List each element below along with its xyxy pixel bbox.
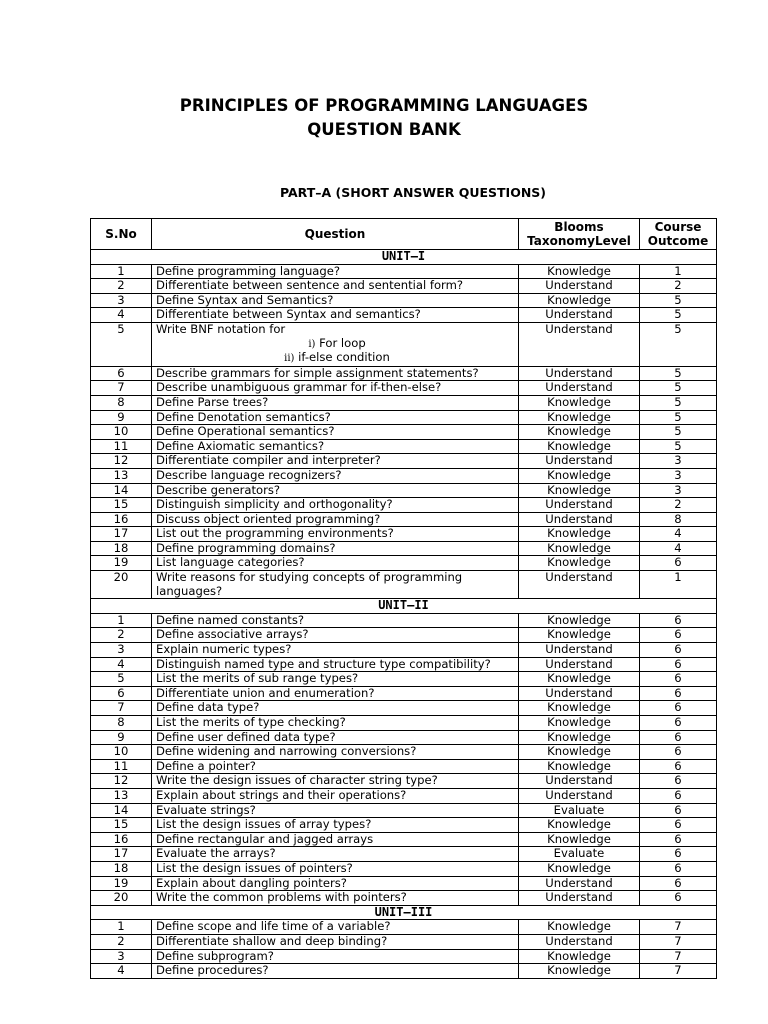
course-outcome: 5 bbox=[640, 425, 717, 440]
question-number: 17 bbox=[91, 527, 152, 542]
question-number: 2 bbox=[91, 628, 152, 643]
question-text: Define a pointer? bbox=[152, 759, 519, 774]
blooms-level: Knowledge bbox=[519, 541, 640, 556]
question-number: 6 bbox=[91, 366, 152, 381]
blooms-level: Understand bbox=[519, 643, 640, 658]
blooms-level: Understand bbox=[519, 788, 640, 803]
blooms-level: Understand bbox=[519, 366, 640, 381]
question-number: 14 bbox=[91, 803, 152, 818]
header-course-outcome bbox=[640, 219, 717, 250]
table-row bbox=[91, 774, 717, 789]
blooms-level: Understand bbox=[519, 322, 640, 366]
course-outcome: 5 bbox=[640, 439, 717, 454]
question-number: 11 bbox=[91, 759, 152, 774]
question-number: 19 bbox=[91, 556, 152, 571]
table-row bbox=[91, 876, 717, 891]
table-row bbox=[91, 788, 717, 803]
question-text: List the design issues of array types? bbox=[152, 818, 519, 833]
course-outcome: 5 bbox=[640, 293, 717, 308]
question-text: Define Operational semantics? bbox=[152, 425, 519, 440]
question-number: 4 bbox=[91, 964, 152, 979]
blooms-level: Understand bbox=[519, 876, 640, 891]
question-text: Explain about strings and their operations? bbox=[152, 788, 519, 803]
page-title bbox=[0, 94, 768, 142]
question-number: 4 bbox=[91, 308, 152, 323]
table-row bbox=[91, 527, 717, 542]
blooms-level: Understand bbox=[519, 774, 640, 789]
blooms-level: Knowledge bbox=[519, 716, 640, 731]
question-text: List language categories? bbox=[152, 556, 519, 571]
header-course-line-1: Course bbox=[654, 220, 702, 234]
question-number: 12 bbox=[91, 774, 152, 789]
blooms-level: Knowledge bbox=[519, 818, 640, 833]
sub-question-text: if-else condition bbox=[298, 350, 390, 365]
course-outcome: 7 bbox=[640, 920, 717, 935]
question-text: Evaluate the arrays? bbox=[152, 847, 519, 862]
question-text: Define subprogram? bbox=[152, 949, 519, 964]
question-text: Explain about dangling pointers? bbox=[152, 876, 519, 891]
blooms-level: Understand bbox=[519, 657, 640, 672]
course-outcome: 6 bbox=[640, 643, 717, 658]
header-question: Question bbox=[152, 219, 519, 250]
question-number: 13 bbox=[91, 468, 152, 483]
table-row bbox=[91, 293, 717, 308]
blooms-level: Knowledge bbox=[519, 395, 640, 410]
question-number: 9 bbox=[91, 730, 152, 745]
table-row bbox=[91, 672, 717, 687]
question-text: Define procedures? bbox=[152, 964, 519, 979]
course-outcome: 3 bbox=[640, 454, 717, 469]
blooms-level: Understand bbox=[519, 891, 640, 906]
table-row bbox=[91, 657, 717, 672]
question-text: Differentiate shallow and deep binding? bbox=[152, 934, 519, 949]
table-row bbox=[91, 439, 717, 454]
blooms-level: Understand bbox=[519, 512, 640, 527]
table-row bbox=[91, 716, 717, 731]
question-number: 19 bbox=[91, 876, 152, 891]
question-number: 3 bbox=[91, 643, 152, 658]
blooms-level: Knowledge bbox=[519, 759, 640, 774]
blooms-level: Knowledge bbox=[519, 701, 640, 716]
part-heading: PART–A (SHORT ANSWER QUESTIONS) bbox=[279, 185, 547, 200]
blooms-level: Knowledge bbox=[519, 410, 640, 425]
title-line-1: PRINCIPLES OF PROGRAMMING LANGUAGES bbox=[179, 96, 589, 115]
blooms-level: Understand bbox=[519, 308, 640, 323]
table-row bbox=[91, 454, 717, 469]
course-outcome: 6 bbox=[640, 832, 717, 847]
question-text: Distinguish named type and structure type compatibility? bbox=[152, 657, 519, 672]
course-outcome: 2 bbox=[640, 279, 717, 294]
course-outcome: 6 bbox=[640, 730, 717, 745]
blooms-level: Knowledge bbox=[519, 949, 640, 964]
question-text: Define widening and narrowing conversions? bbox=[152, 745, 519, 760]
question-number: 5 bbox=[91, 322, 152, 366]
table-row bbox=[91, 701, 717, 716]
question-text: Write reasons for studying concepts of programming languages? bbox=[152, 571, 519, 599]
header-sno: S.No bbox=[91, 219, 152, 250]
unit-heading: UNIT–III bbox=[91, 905, 717, 920]
table-row bbox=[91, 395, 717, 410]
question-number: 17 bbox=[91, 847, 152, 862]
course-outcome: 6 bbox=[640, 686, 717, 701]
question-text: List out the programming environments? bbox=[152, 527, 519, 542]
table-row bbox=[91, 541, 717, 556]
table-row bbox=[91, 643, 717, 658]
blooms-level: Understand bbox=[519, 498, 640, 513]
question-number: 9 bbox=[91, 410, 152, 425]
question-text: Describe grammars for simple assignment statements? bbox=[152, 366, 519, 381]
sub-question-number: i) bbox=[308, 338, 316, 350]
table-row bbox=[91, 498, 717, 513]
question-number: 12 bbox=[91, 454, 152, 469]
course-outcome: 6 bbox=[640, 759, 717, 774]
question-number: 2 bbox=[91, 279, 152, 294]
blooms-level: Knowledge bbox=[519, 920, 640, 935]
course-outcome: 7 bbox=[640, 949, 717, 964]
course-outcome: 6 bbox=[640, 716, 717, 731]
blooms-level: Knowledge bbox=[519, 672, 640, 687]
question-number: 13 bbox=[91, 788, 152, 803]
question-text: Define Axiomatic semantics? bbox=[152, 439, 519, 454]
question-text: Explain numeric types? bbox=[152, 643, 519, 658]
course-outcome: 6 bbox=[640, 701, 717, 716]
blooms-level: Understand bbox=[519, 279, 640, 294]
table-row bbox=[91, 410, 717, 425]
question-text: Define user defined data type? bbox=[152, 730, 519, 745]
question-text: Differentiate union and enumeration? bbox=[152, 686, 519, 701]
unit-heading-row bbox=[91, 905, 717, 920]
course-outcome: 5 bbox=[640, 410, 717, 425]
question-text: Write the design issues of character string type? bbox=[152, 774, 519, 789]
course-outcome: 6 bbox=[640, 818, 717, 833]
question-text: List the merits of sub range types? bbox=[152, 672, 519, 687]
blooms-level: Knowledge bbox=[519, 527, 640, 542]
blooms-level: Knowledge bbox=[519, 861, 640, 876]
course-outcome: 6 bbox=[640, 847, 717, 862]
table-row bbox=[91, 934, 717, 949]
blooms-level: Knowledge bbox=[519, 468, 640, 483]
question-number: 3 bbox=[91, 949, 152, 964]
question-number: 11 bbox=[91, 439, 152, 454]
question-text: Define Syntax and Semantics? bbox=[152, 293, 519, 308]
table-row bbox=[91, 468, 717, 483]
blooms-level: Evaluate bbox=[519, 803, 640, 818]
question-text: Differentiate between Syntax and semantics? bbox=[152, 308, 519, 323]
question-number: 7 bbox=[91, 381, 152, 396]
question-text: Distinguish simplicity and orthogonality? bbox=[152, 498, 519, 513]
table-row bbox=[91, 803, 717, 818]
course-outcome: 8 bbox=[640, 512, 717, 527]
blooms-level: Understand bbox=[519, 686, 640, 701]
question-text: Evaluate strings? bbox=[152, 803, 519, 818]
question-number: 1 bbox=[91, 920, 152, 935]
header-blooms-line-1: Blooms bbox=[554, 220, 604, 234]
header-blooms-line-2: TaxonomyLevel bbox=[527, 234, 631, 248]
question-number: 3 bbox=[91, 293, 152, 308]
table-row bbox=[91, 279, 717, 294]
course-outcome: 7 bbox=[640, 964, 717, 979]
table-row bbox=[91, 847, 717, 862]
table-row bbox=[91, 861, 717, 876]
table-row bbox=[91, 730, 717, 745]
question-text: Differentiate compiler and interpreter? bbox=[152, 454, 519, 469]
question-number: 14 bbox=[91, 483, 152, 498]
sub-question-number: ii) bbox=[284, 353, 295, 365]
blooms-level: Knowledge bbox=[519, 745, 640, 760]
course-outcome: 6 bbox=[640, 628, 717, 643]
question-text: Write the common problems with pointers? bbox=[152, 891, 519, 906]
question-text bbox=[152, 322, 519, 366]
course-outcome: 3 bbox=[640, 483, 717, 498]
course-outcome: 6 bbox=[640, 556, 717, 571]
blooms-level: Evaluate bbox=[519, 847, 640, 862]
blooms-level: Knowledge bbox=[519, 556, 640, 571]
question-text: Define programming language? bbox=[152, 264, 519, 279]
question-number: 15 bbox=[91, 818, 152, 833]
blooms-level: Knowledge bbox=[519, 425, 640, 440]
course-outcome: 4 bbox=[640, 541, 717, 556]
unit-heading-row bbox=[91, 599, 717, 614]
unit-heading: UNIT–II bbox=[91, 599, 717, 614]
question-text: Define scope and life time of a variable? bbox=[152, 920, 519, 935]
table-row bbox=[91, 891, 717, 906]
question-number: 7 bbox=[91, 701, 152, 716]
blooms-level: Understand bbox=[519, 934, 640, 949]
header-course-line-2: Outcome bbox=[647, 234, 709, 248]
title-line-2: QUESTION BANK bbox=[307, 120, 461, 139]
question-text: Define named constants? bbox=[152, 613, 519, 628]
question-number: 10 bbox=[91, 425, 152, 440]
question-text: Define rectangular and jagged arrays bbox=[152, 832, 519, 847]
table-row bbox=[91, 571, 717, 599]
question-number: 20 bbox=[91, 571, 152, 599]
question-number: 6 bbox=[91, 686, 152, 701]
sub-question-2 bbox=[156, 351, 514, 366]
table-row bbox=[91, 920, 717, 935]
course-outcome: 5 bbox=[640, 308, 717, 323]
question-number: 8 bbox=[91, 716, 152, 731]
course-outcome: 5 bbox=[640, 322, 717, 366]
course-outcome: 6 bbox=[640, 657, 717, 672]
question-number: 16 bbox=[91, 512, 152, 527]
question-number: 8 bbox=[91, 395, 152, 410]
blooms-level: Knowledge bbox=[519, 293, 640, 308]
unit-heading: UNIT–I bbox=[91, 250, 717, 265]
question-number: 15 bbox=[91, 498, 152, 513]
blooms-level: Understand bbox=[519, 454, 640, 469]
question-number: 5 bbox=[91, 672, 152, 687]
question-text: Define programming domains? bbox=[152, 541, 519, 556]
course-outcome: 6 bbox=[640, 788, 717, 803]
course-outcome: 5 bbox=[640, 366, 717, 381]
table-row bbox=[91, 381, 717, 396]
table-row bbox=[91, 613, 717, 628]
table-row bbox=[91, 308, 717, 323]
blooms-level: Understand bbox=[519, 571, 640, 599]
blooms-level: Knowledge bbox=[519, 613, 640, 628]
course-outcome: 6 bbox=[640, 891, 717, 906]
question-main-text: Write BNF notation for bbox=[156, 322, 286, 336]
course-outcome: 1 bbox=[640, 571, 717, 599]
question-bank-table bbox=[90, 218, 717, 979]
question-text: Define Denotation semantics? bbox=[152, 410, 519, 425]
course-outcome: 6 bbox=[640, 745, 717, 760]
table-row bbox=[91, 686, 717, 701]
question-number: 1 bbox=[91, 264, 152, 279]
table-row bbox=[91, 964, 717, 979]
table-row bbox=[91, 366, 717, 381]
table-row bbox=[91, 264, 717, 279]
course-outcome: 6 bbox=[640, 861, 717, 876]
question-text: List the merits of type checking? bbox=[152, 716, 519, 731]
question-text: Define data type? bbox=[152, 701, 519, 716]
course-outcome: 6 bbox=[640, 613, 717, 628]
table-row bbox=[91, 512, 717, 527]
table-row bbox=[91, 832, 717, 847]
blooms-level: Knowledge bbox=[519, 730, 640, 745]
course-outcome: 7 bbox=[640, 934, 717, 949]
blooms-level: Knowledge bbox=[519, 264, 640, 279]
course-outcome: 6 bbox=[640, 803, 717, 818]
question-text: Describe language recognizers? bbox=[152, 468, 519, 483]
unit-heading-row bbox=[91, 250, 717, 265]
question-number: 16 bbox=[91, 832, 152, 847]
sub-question-text: For loop bbox=[319, 335, 366, 350]
header-blooms bbox=[519, 219, 640, 250]
question-text: Define Parse trees? bbox=[152, 395, 519, 410]
table-body bbox=[91, 250, 717, 979]
question-text: List the design issues of pointers? bbox=[152, 861, 519, 876]
question-number: 1 bbox=[91, 613, 152, 628]
blooms-level: Knowledge bbox=[519, 628, 640, 643]
question-text: Define associative arrays? bbox=[152, 628, 519, 643]
question-text: Discuss object oriented programming? bbox=[152, 512, 519, 527]
course-outcome: 3 bbox=[640, 468, 717, 483]
course-outcome: 6 bbox=[640, 774, 717, 789]
table-row bbox=[91, 745, 717, 760]
table-row bbox=[91, 556, 717, 571]
sub-question-1 bbox=[156, 337, 514, 352]
table-row bbox=[91, 759, 717, 774]
course-outcome: 4 bbox=[640, 527, 717, 542]
blooms-level: Knowledge bbox=[519, 964, 640, 979]
table-row bbox=[91, 949, 717, 964]
table-row bbox=[91, 322, 717, 366]
question-text: Describe unambiguous grammar for if-then-else? bbox=[152, 381, 519, 396]
question-number: 10 bbox=[91, 745, 152, 760]
question-text: Describe generators? bbox=[152, 483, 519, 498]
table-row bbox=[91, 628, 717, 643]
table-row bbox=[91, 818, 717, 833]
blooms-level: Understand bbox=[519, 381, 640, 396]
course-outcome: 5 bbox=[640, 395, 717, 410]
question-number: 2 bbox=[91, 934, 152, 949]
blooms-level: Knowledge bbox=[519, 832, 640, 847]
course-outcome: 1 bbox=[640, 264, 717, 279]
question-number: 20 bbox=[91, 891, 152, 906]
blooms-level: Knowledge bbox=[519, 483, 640, 498]
question-number: 18 bbox=[91, 861, 152, 876]
course-outcome: 2 bbox=[640, 498, 717, 513]
question-number: 4 bbox=[91, 657, 152, 672]
question-text: Differentiate between sentence and sentential form? bbox=[152, 279, 519, 294]
question-number: 18 bbox=[91, 541, 152, 556]
table-header-row bbox=[91, 219, 717, 250]
table-row bbox=[91, 483, 717, 498]
table-row bbox=[91, 425, 717, 440]
blooms-level: Knowledge bbox=[519, 439, 640, 454]
course-outcome: 6 bbox=[640, 876, 717, 891]
course-outcome: 6 bbox=[640, 672, 717, 687]
course-outcome: 5 bbox=[640, 381, 717, 396]
